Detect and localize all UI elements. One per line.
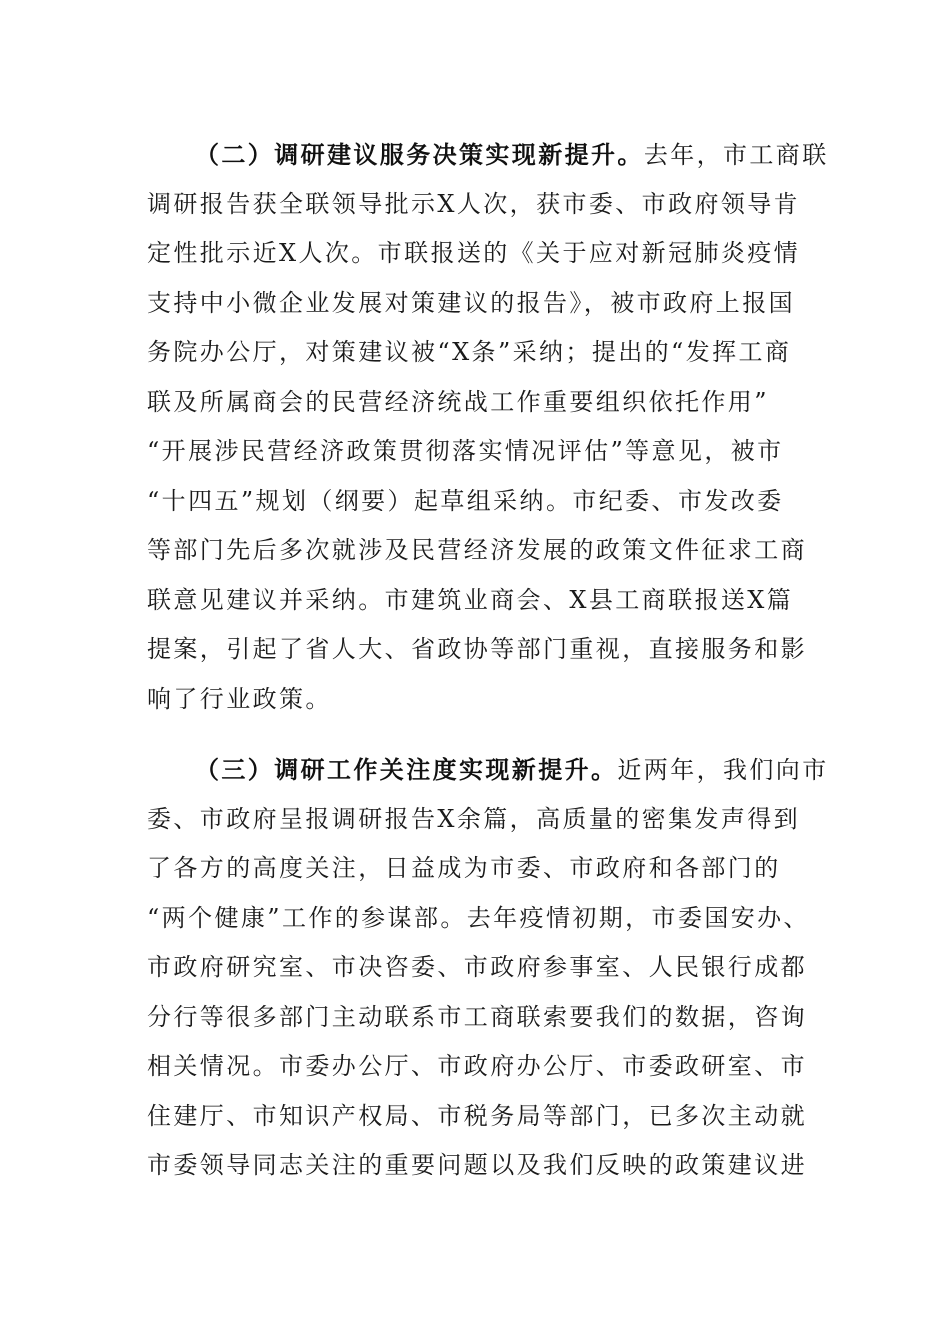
- paragraph-text: 近两年，我们向市: [617, 756, 829, 784]
- paragraph-line: 了各方的高度关注，日益成为市委、市政府和各部门的: [147, 854, 781, 882]
- paragraph-line: 支持中小微企业发展对策建议的报告》，被市政府上报国: [147, 288, 795, 317]
- paragraph-line: 市政府研究室、市决咨委、市政府参事室、人民银行成都: [147, 953, 807, 981]
- paragraph-line: 联意见建议并采纳。市建筑业商会、X县工商联报送X篇: [147, 585, 794, 614]
- paragraph-text: 去年，市工商联: [643, 141, 829, 169]
- paragraph-line: 务院办公厅，对策建议被“X条”采纳；提出的“发挥工商: [147, 338, 792, 366]
- paragraph-line: 调研报告获全联领导批示X人次，获市委、市政府领导肯: [147, 189, 801, 218]
- paragraph-line: “开展涉民营经济政策贯彻落实情况评估”等意见，被市: [147, 437, 784, 465]
- paragraph-line: “十四五”规划（纲要）起草组采纳。市纪委、市发改委: [147, 486, 784, 515]
- paragraph-line: 联及所属商会的民营经济统战工作重要组织依托作用”: [147, 387, 769, 416]
- paragraph-first-line: [147, 130, 829, 180]
- paragraph-line: 市委领导同志关注的重要问题以及我们反映的政策建议进: [147, 1151, 807, 1179]
- paragraph-line: 等部门先后多次就涉及民营经济发展的政策文件征求工商: [147, 536, 807, 564]
- document-body: [147, 130, 829, 1191]
- paragraph-2: [147, 130, 829, 724]
- paragraph-3: [147, 745, 829, 1191]
- paragraph-first-line: [147, 745, 829, 795]
- paragraph-line: “两个健康”工作的参谋部。去年疫情初期，市委国安办、: [147, 903, 810, 932]
- paragraph-line: 分行等很多部门主动联系市工商联索要我们的数据，咨询: [147, 1002, 807, 1031]
- paragraph-line: 提案，引起了省人大、省政协等部门重视，直接服务和影: [147, 635, 807, 663]
- section-heading: （三）调研工作关注度实现新提升。: [195, 755, 618, 784]
- paragraph-line: 响了行业政策。: [147, 684, 332, 713]
- paragraph-line: 住建厅、市知识产权局、市税务局等部门，已多次主动就: [147, 1101, 807, 1130]
- paragraph-line: 相关情况。市委办公厅、市政府办公厅、市委政研室、市: [147, 1052, 807, 1080]
- paragraph-line: 委、市政府呈报调研报告X余篇，高质量的密集发声得到: [147, 804, 801, 833]
- paragraph-line: 定性批示近X人次。市联报送的《关于应对新冠肺炎疫情: [147, 239, 801, 267]
- section-heading: （二）调研建议服务决策实现新提升。: [195, 140, 644, 169]
